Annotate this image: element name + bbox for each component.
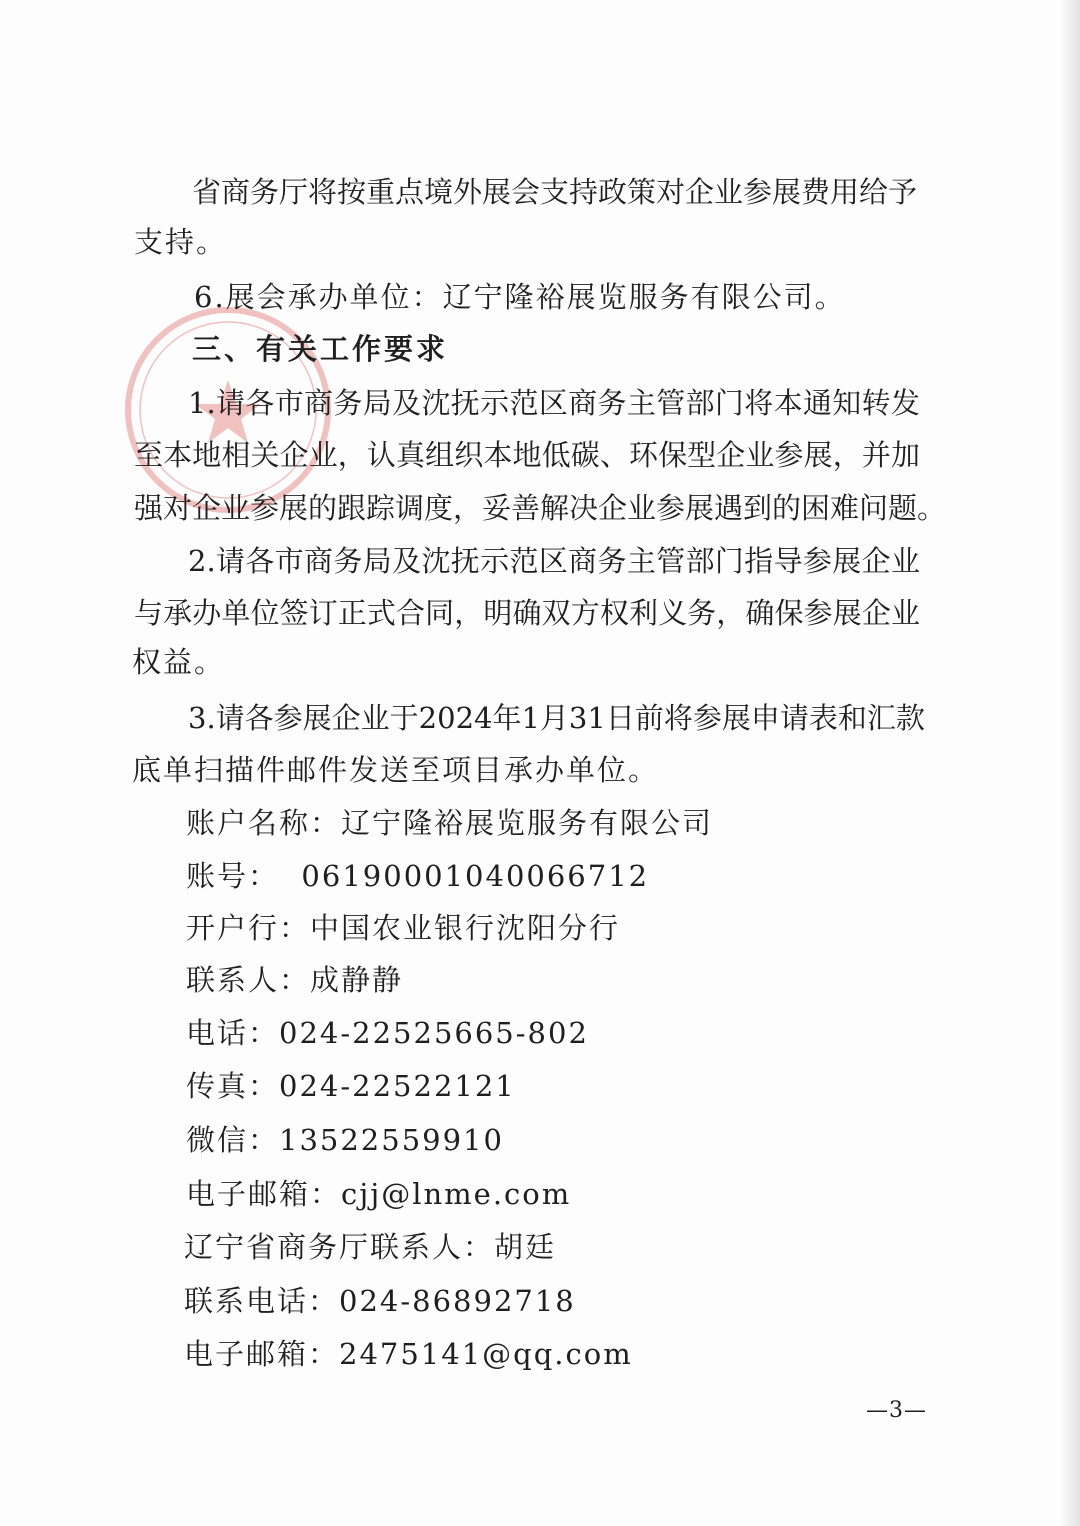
paragraph-line: 底单扫描件邮件发送至项目承办单位。 xyxy=(132,753,660,787)
page-number: —3— xyxy=(866,1398,927,1423)
paragraph-line: 强对企业参展的跟踪调度，妥善解决企业参展遇到的困难问题。 xyxy=(134,491,947,525)
department-email: 电子邮箱：2475141@qq.com xyxy=(184,1337,633,1371)
account-name: 账户名称：辽宁隆裕展览服务有限公司 xyxy=(186,806,714,840)
paragraph-line: 权益。 xyxy=(132,645,226,679)
paragraph-line: 省商务厅将按重点境外展会支持政策对企业参展费用给予 xyxy=(192,175,918,209)
paragraph-line: 与承办单位签订正式合同，明确双方权利义务，确保参展企业 xyxy=(134,596,920,630)
wechat-id: 微信：13522559910 xyxy=(186,1123,504,1157)
section-heading: 三、有关工作要求 xyxy=(192,332,449,366)
paragraph-line: 2.请各市商务局及沈抚示范区商务主管部门指导参展企业 xyxy=(188,544,920,578)
fax-number: 传真：024-22522121 xyxy=(186,1069,516,1103)
paragraph-line: 支持。 xyxy=(134,225,228,259)
department-phone: 联系电话：024-86892718 xyxy=(184,1284,576,1318)
paragraph-line: 3.请各参展企业于2024年1月31日前将参展申请表和汇款 xyxy=(188,701,925,735)
scan-edge xyxy=(1058,0,1080,1526)
contact-person: 联系人：成静静 xyxy=(186,963,404,997)
paragraph-line: 1.请各市商务局及沈抚示范区商务主管部门将本通知转发 xyxy=(188,386,920,420)
account-number: 账号： 06190001040066712 xyxy=(186,859,650,893)
bank-name: 开户行：中国农业银行沈阳分行 xyxy=(186,911,621,945)
organizer-line: 6.展会承办单位：辽宁隆裕展览服务有限公司。 xyxy=(194,280,846,314)
email-address: 电子邮箱：cjj@lnme.com xyxy=(186,1177,572,1211)
department-contact: 辽宁省商务厅联系人：胡廷 xyxy=(184,1230,557,1264)
phone-number: 电话：024-22525665-802 xyxy=(186,1016,589,1050)
paragraph-line: 至本地相关企业，认真组织本地低碳、环保型企业参展，并加 xyxy=(134,438,920,472)
